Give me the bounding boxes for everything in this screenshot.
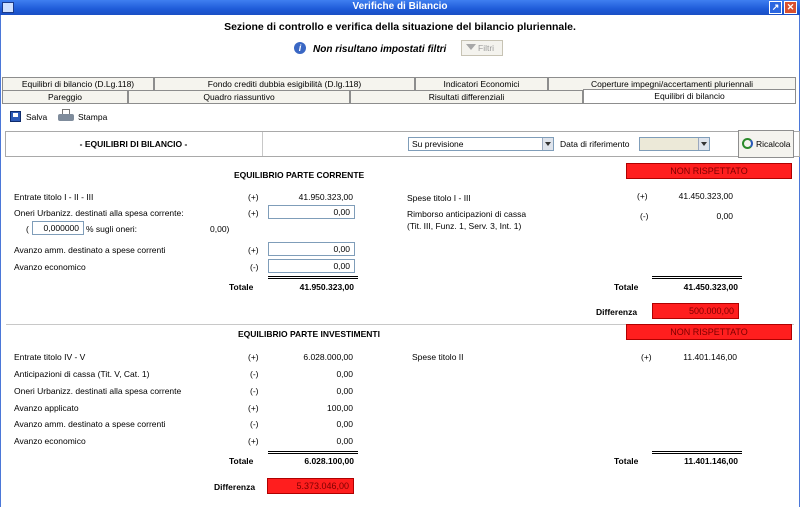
investimenti-left-sign: (+) [248, 352, 259, 362]
corrente-title: EQUILIBRIO PARTE CORRENTE [234, 170, 365, 180]
tab-equilibri-dlg118[interactable]: Equilibri di bilancio (D.Lg.118) [2, 77, 154, 90]
corrente-right-value: 0,00 [716, 211, 733, 221]
info-icon: i [294, 42, 306, 54]
corrente-left-label: Oneri Urbanizz. destinati alla spesa corrente: [14, 208, 184, 218]
investimenti-left-sign: (-) [250, 419, 259, 429]
pct-open: ( [26, 224, 29, 234]
investimenti-left-label: Entrate titolo IV - V [14, 352, 86, 362]
corrente-right-sign: (-) [640, 211, 649, 221]
filter-button[interactable] [461, 40, 503, 56]
investimenti-right-sign: (+) [641, 352, 652, 362]
corrente-right-label: Spese titolo I - III [407, 193, 471, 203]
tab-underline [2, 103, 796, 104]
investimenti-left-value: 100,00 [327, 403, 353, 413]
corrente-left-label: Avanzo amm. destinato a spese correnti [14, 245, 166, 255]
investimenti-left-sign: (+) [248, 436, 259, 446]
total-rule [652, 276, 742, 279]
mode-select[interactable] [408, 137, 554, 151]
investimenti-left-label: Avanzo amm. destinato a spese correnti [14, 419, 166, 429]
ref-date-select[interactable] [639, 137, 710, 151]
tab-fondo-crediti[interactable]: Fondo crediti dubbia esigibilità (D.lg.118) [154, 77, 415, 90]
tab-pareggio[interactable]: Pareggio [2, 90, 128, 103]
ref-date-label: Data di riferimento [560, 139, 630, 149]
corrente-total-left: 41.950.323,00 [299, 282, 354, 292]
refresh-icon [742, 138, 753, 149]
filter-message: Non risultano impostati filtri [313, 44, 447, 55]
pct-label: % sugli oneri: [86, 224, 138, 234]
total-rule [268, 451, 358, 454]
corrente-left-label: Avanzo economico [14, 262, 86, 272]
corrente-right-label: Rimborso anticipazioni di cassa [407, 209, 527, 219]
oneri-urbanizz-input[interactable]: 0,00 [268, 205, 355, 219]
corrente-diff-label: Differenza [596, 307, 638, 317]
printer-icon[interactable] [58, 109, 74, 123]
mode-select-value: Su previsione [412, 139, 464, 149]
corrente-left-sign: (+) [248, 208, 259, 218]
recalc-button[interactable] [738, 130, 794, 158]
investimenti-right-label: Spese titolo II [412, 352, 464, 362]
corrente-left-sign: (-) [250, 262, 259, 272]
pct-result: 0,00) [210, 224, 230, 234]
corrente-left-sign: (+) [248, 192, 259, 202]
corrente-diff-value: 500.000,00 [652, 303, 739, 319]
chevron-down-icon [542, 138, 553, 150]
tab-risultati-differenziali[interactable]: Risultati differenziali [350, 90, 583, 103]
tab-indicatori-economici[interactable]: Indicatori Economici [415, 77, 548, 90]
restore-button[interactable]: ↗ [769, 1, 782, 14]
investimenti-left-label: Anticipazioni di cassa (Tit. V, Cat. 1) [14, 369, 150, 379]
window-titlebar [0, 0, 800, 15]
investimenti-status-badge: NON RISPETTATO [626, 324, 792, 340]
chevron-down-icon [698, 138, 709, 150]
corrente-total-right-label: Totale [614, 282, 639, 292]
panel-title: - EQUILIBRI DI BILANCIO - [79, 139, 188, 149]
corrente-left-value: 41.950.323,00 [298, 192, 353, 202]
save-button[interactable]: Salva [26, 112, 48, 122]
corrente-right-sign: (+) [637, 191, 648, 201]
investimenti-left-sign: (+) [248, 403, 259, 413]
total-rule [652, 451, 742, 454]
corrente-left-label: Entrate titolo I - II - III [14, 192, 94, 202]
investimenti-left-label: Avanzo economico [14, 436, 86, 446]
corrente-total-label: Totale [229, 282, 254, 292]
corrente-right-value: 41.450.323,00 [678, 191, 733, 201]
avanzo-spese-correnti-input[interactable]: 0,00 [268, 242, 355, 256]
corrente-left-sign: (+) [248, 245, 259, 255]
investimenti-left-value: 0,00 [336, 386, 353, 396]
corrente-status-badge: NON RISPETTATO [626, 163, 792, 179]
funnel-icon [466, 44, 476, 50]
filter-button-label: Filtri [478, 43, 495, 53]
investimenti-left-value: 0,00 [336, 369, 353, 379]
investimenti-total-label: Totale [229, 456, 254, 466]
corrente-total-right: 41.450.323,00 [683, 282, 738, 292]
tab-equilibri-di-bilancio[interactable]: Equilibri di bilancio [583, 89, 796, 103]
pct-oneri-input[interactable]: 0,000000 [32, 221, 84, 235]
investimenti-right-value: 11.401.146,00 [683, 352, 737, 362]
investimenti-total-left: 6.028.100,00 [304, 456, 354, 466]
avanzo-economico-input[interactable]: 0,00 [268, 259, 355, 273]
investimenti-left-label: Oneri Urbanizz. destinati alla spesa corrente [14, 386, 182, 396]
save-icon[interactable] [10, 111, 21, 122]
window-title: Verifiche di Bilancio [352, 1, 448, 12]
corrente-right-label2: (Tit. III, Funz. 1, Serv. 3, Int. 1) [407, 221, 522, 231]
print-button[interactable]: Stampa [78, 112, 108, 122]
investimenti-left-value: 0,00 [336, 419, 353, 429]
panel-divider [262, 132, 263, 156]
investimenti-title: EQUILIBRIO PARTE INVESTIMENTI [238, 329, 380, 339]
investimenti-left-value: 0,00 [336, 436, 353, 446]
investimenti-total-right: 11.401.146,00 [684, 456, 738, 466]
total-rule [268, 276, 358, 279]
investimenti-diff-value: 5.373.046,00 [267, 478, 354, 494]
investimenti-left-label: Avanzo applicato [14, 403, 79, 413]
tab-quadro-riassuntivo[interactable]: Quadro riassuntivo [128, 90, 350, 103]
investimenti-left-sign: (-) [250, 386, 259, 396]
recalc-button-label: Ricalcola [756, 139, 791, 149]
tab-coperture-impegni[interactable]: Coperture impegni/accertamenti pluriennali [548, 77, 796, 90]
investimenti-left-value: 6.028.000,00 [303, 352, 353, 362]
close-button[interactable]: ✕ [784, 1, 797, 14]
investimenti-total-right-label: Totale [614, 456, 639, 466]
investimenti-left-sign: (-) [250, 369, 259, 379]
investimenti-diff-label: Differenza [214, 482, 256, 492]
page-headline: Sezione di controllo e verifica della situazione del bilancio pluriennale. [224, 21, 576, 33]
